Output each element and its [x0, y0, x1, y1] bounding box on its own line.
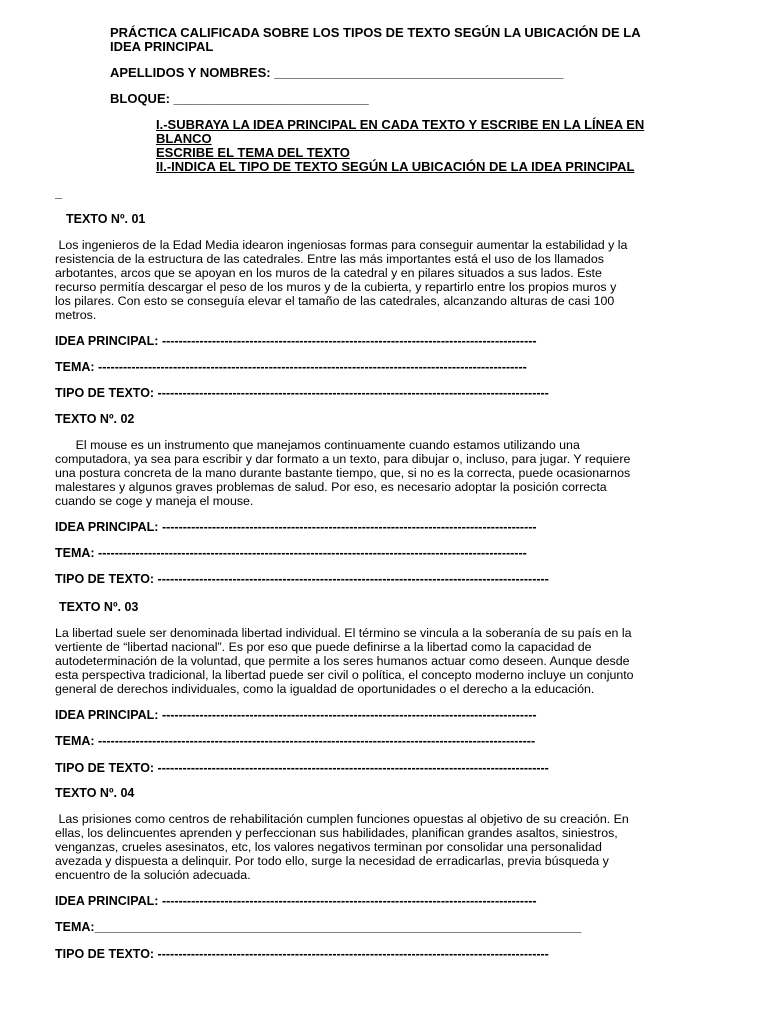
text-02-line: computadora, ya sea para escribir y dar formato a un texto, para dibujar o, incluso, para jugar. Y requiere [55, 452, 631, 466]
text-02-line: cuando se coge y maneja el mouse. [55, 494, 254, 508]
text-03-line: autodeterminación de la voluntad, que permite a los seres humanos actuar como deseen. Aunque desde [55, 654, 630, 668]
text-02-main-idea-field: IDEA PRINCIPAL: ------------------------------------------------------------------------------------------ [55, 520, 537, 534]
text-04-heading: TEXTO Nº. 04 [55, 786, 135, 800]
text-03-line: esta perspectiva tradicional, la libertad puede ser civil o política, el concepto moderno incluye un conjunto [55, 668, 634, 682]
text-04-theme-field: TEMA:______________________________________________________________________ [55, 920, 582, 934]
text-02-line: El mouse es un instrumento que manejamos continuamente cuando estamos utilizando una [55, 438, 580, 452]
names-field: APELLIDOS Y NOMBRES: ________________________________________ [110, 65, 564, 80]
text-04-line: Las prisiones como centros de rehabilitación cumplen funciones opuestas al objetivo de su creación. En [55, 812, 629, 826]
text-03-main-idea-field: IDEA PRINCIPAL: ------------------------------------------------------------------------------------------ [55, 708, 537, 722]
instruction-line-1: I.-SUBRAYA LA IDEA PRINCIPAL EN CADA TEXTO Y ESCRIBE EN LA LÍNEA EN [156, 117, 645, 132]
document-title-line-1: PRÁCTICA CALIFICADA SOBRE LOS TIPOS DE TEXTO SEGÚN LA UBICACIÓN DE LA [110, 25, 641, 40]
text-04-line: encuentro de la solución adecuada. [55, 868, 251, 882]
instruction-line-4: II.-INDICA EL TIPO DE TEXTO SEGÚN LA UBICACIÓN DE LA IDEA PRINCIPAL [156, 159, 635, 174]
text-04-line: ellas, los delincuentes aprenden y perfeccionan sus habilidades, planifican grandes asaltos, siniestros, [55, 826, 618, 840]
text-02-heading: TEXTO Nº. 02 [55, 412, 135, 426]
text-03-line: vertiente de “libertad nacional”. Es por eso que puede definirse a la libertad como la capacidad de [55, 640, 592, 654]
text-02-theme-field: TEMA: ------------------------------------------------------------------------------------------------------- [55, 546, 527, 560]
instruction-line-3: ESCRIBE EL TEMA DEL TEXTO [156, 145, 350, 160]
text-01-type-field: TIPO DE TEXTO: ---------------------------------------------------------------------------------------------- [55, 386, 549, 400]
text-01-line: recurso permitía descargar el peso de los muros y de la cubierta, y repartirlo entre los propios muros y [55, 280, 617, 294]
text-02-paragraph [55, 438, 670, 508]
text-01-line: los pilares. Con esto se conseguía elevar el tamaño de las catedrales, alcanzando alturas de casi 100 [55, 294, 615, 308]
text-04-type-field: TIPO DE TEXTO: ---------------------------------------------------------------------------------------------- [55, 947, 549, 961]
stray-mark: _ [55, 185, 63, 200]
text-01-main-idea-field: IDEA PRINCIPAL: ------------------------------------------------------------------------------------------ [55, 334, 537, 348]
text-02-line: malestares y algunos graves problemas de salud. Por eso, es necesario adoptar la posición correcta [55, 480, 607, 494]
text-01-theme-field: TEMA: ------------------------------------------------------------------------------------------------------- [55, 360, 527, 374]
text-01-line: metros. [55, 308, 97, 322]
text-02-line: una postura concreta de la mano durante bastante tiempo, que, si no es la correcta, puede ocasionarnos [55, 466, 631, 480]
text-04-line: venganzas, crueles asesinatos, etc, los valores negativos terminan por consolidar una personalidad [55, 840, 602, 854]
text-01-heading: TEXTO Nº. 01 [66, 212, 146, 226]
text-03-type-field: TIPO DE TEXTO: ---------------------------------------------------------------------------------------------- [55, 761, 549, 775]
text-04-line: avezada y dispuesta a delinquir. Por todo ello, surge la necesidad de erradicarlas, previa búsqueda y [55, 854, 609, 868]
text-01-line: resistencia de la estructura de las catedrales. Entre las más importantes está el uso de los llamados [55, 252, 604, 266]
text-03-theme-field: TEMA: --------------------------------------------------------------------------------------------------------- [55, 734, 536, 748]
text-03-heading: TEXTO Nº. 03 [59, 600, 139, 614]
document-title-line-2: IDEA PRINCIPAL [110, 39, 214, 54]
text-03-paragraph [55, 626, 670, 696]
block-field: BLOQUE: ___________________________ [110, 91, 369, 106]
text-01-paragraph [55, 238, 670, 322]
text-03-line: La libertad suele ser denominada libertad individual. El término se vincula a la soberanía de su país en la [55, 626, 632, 640]
text-04-main-idea-field: IDEA PRINCIPAL: ------------------------------------------------------------------------------------------ [55, 894, 537, 908]
text-02-type-field: TIPO DE TEXTO: ---------------------------------------------------------------------------------------------- [55, 572, 549, 586]
text-04-paragraph [55, 812, 670, 882]
text-01-line: Los ingenieros de la Edad Media idearon ingeniosas formas para conseguir aumentar la estabilidad y la [55, 238, 628, 252]
text-03-line: general de derechos individuales, como la igualdad de oportunidades o el derecho a la educación. [55, 682, 595, 696]
text-01-line: arbotantes, arcos que se apoyan en los muros de la catedral y en pilares situados a sus lados. Este [55, 266, 602, 280]
instruction-line-2: BLANCO [156, 131, 212, 146]
